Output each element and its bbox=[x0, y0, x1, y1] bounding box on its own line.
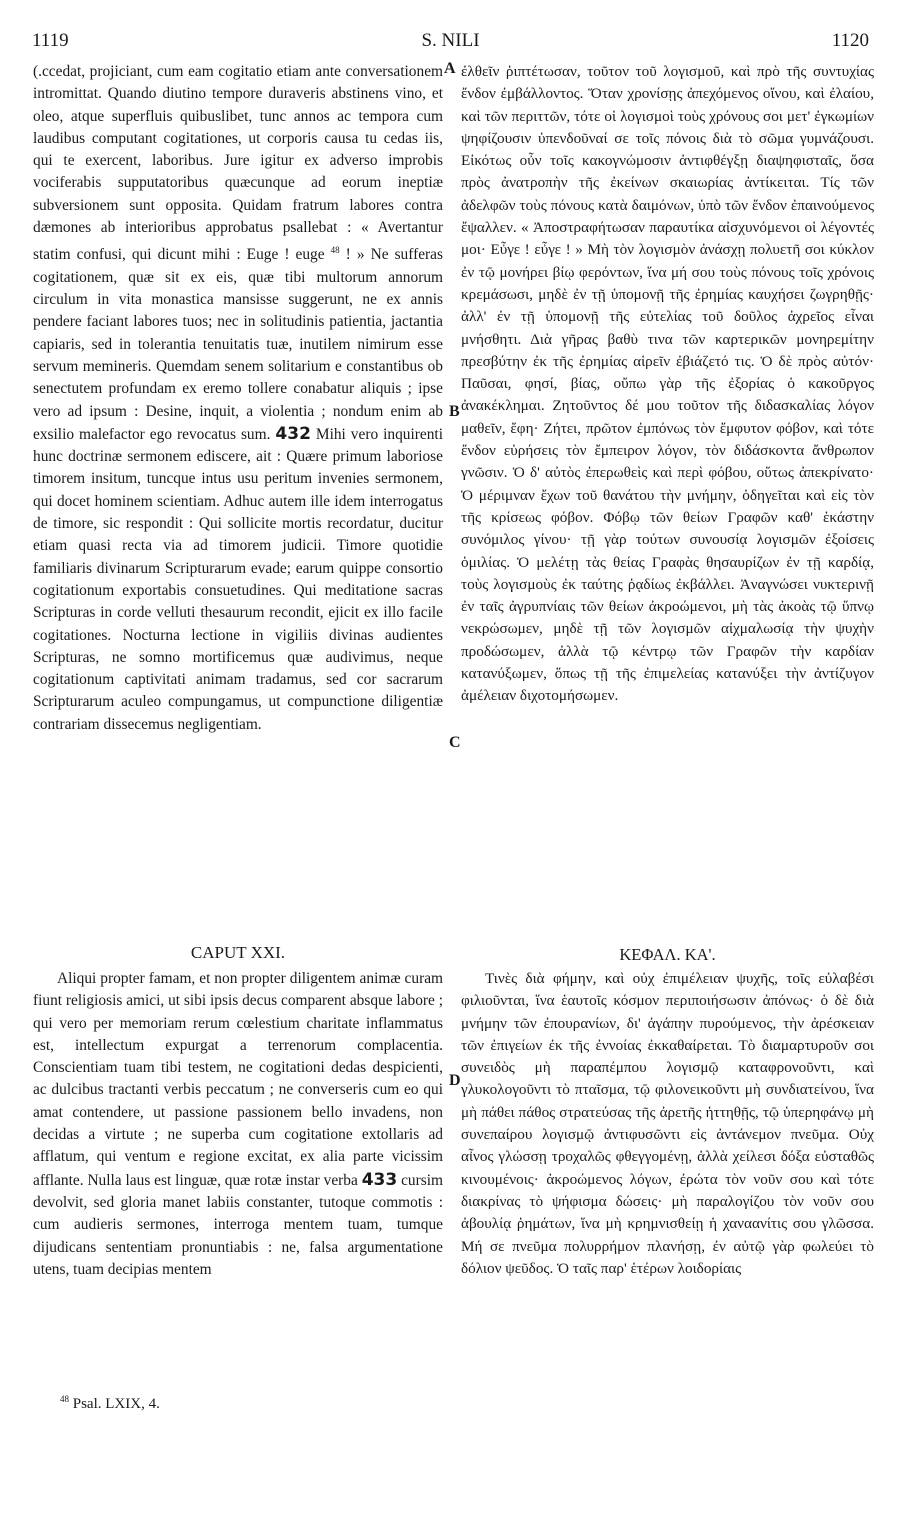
greek-chapter-heading: ΚΕΦΑΛ. ΚΑ'. bbox=[619, 945, 716, 964]
margin-marker-d: D bbox=[449, 1072, 461, 1089]
latin-column-chapter-20 bbox=[33, 61, 443, 736]
greek-column-chapter-21 bbox=[461, 968, 874, 1280]
latin-paragraph: Aliqui propter famam, et non propter diligentem animæ curam fiunt religiosis amici, ut sibi ipsis decus comparent absque labore ; qui vero per memoriam rerum cœlestium charitate inflammatus est, intellectum expurgat a terrenorum complacentia. Conscientiam tuam tibi testem, ne cogitationi dedas despicienti, ac dulcibus tractanti verbis peccatum ; ne converseris cum eo qui amat contendere, ut passione passionem bello invadens, non decidas a virtute ; ne superba cum cogitatione extollaris ad afflatum, qui ventum e regione excitat, ex alia parte vicissim afflante. Nulla laus est linguæ, quæ rotæ instar verba 433 cursim devolvit, sed gloria manet labiis constanter, tutoque commotis : cum audieris sermones, interroga mentem tuam, tumque dijudicans sententiam pronuntiabis : ne, falsa argumentatione utens, tuam decipias mentem bbox=[33, 970, 443, 1278]
margin-marker-b: B bbox=[449, 403, 460, 420]
right-page-number: 1120 bbox=[831, 30, 869, 51]
running-title: S. NILI bbox=[421, 30, 480, 51]
footnote bbox=[60, 1394, 160, 1413]
margin-marker-c: C bbox=[449, 734, 461, 751]
footnote-number: 48 bbox=[60, 1394, 69, 1404]
latin-chapter-heading: CAPUT XXI. bbox=[190, 943, 286, 962]
greek-paragraph: Τινὲς διὰ φήμην, καὶ οὐχ ἐπιμέλειαν ψυχῆς, τοῖς εὐλαβέσι φιλιοῦνται, ἵνα ἑαυτοῖς κόσμον περιποιήσωσιν ἀπόνως· ὁ δὲ διὰ μνήμην τῶν ἐπουρανίων, δι' ἀγάπην πυρούμενος, τὴν ἀρέσκειαν τῶν ἐπιγείων ἐκ τῆς ἐννοίας ἐκκαθαίρεται. Τὸ διαμαρτυροῦν σοι συνειδὸς μὴ παραπέμπου λογισμῷ καταφρονοῦντι, καὶ γλυκολογοῦντι τὸ πταῖσμα, τῷ φιλονεικοῦντι μὴ συνδιατείνου, ἵνα μὴ πάθει πάθος στρατεύσας τῆς ἀρετῆς ἡττηθῇς, τῷ ὑπερηφάνῳ μὴ συνεπαίρου λογισμῷ ἀντιφυσῶντι εἰς ἀντάνεμον πνεῦμα. Οὐχ αἶνος γλώσσῃ τροχαλῶς φθεγγομένῃ, ἀλλὰ χείλεσι δόξα εὐσταθῶς κινουμένοις· ἀκροώμενος λόγων, ἐρώτα τὸν νοῦν σου καὶ τότε διακρίνας τὸ ψήφισμα δώσεις· μὴ παραλογίζου τὸν νοῦν σου ἀβουλίᾳ ῥημάτων, ἵνα μὴ κρημνισθείῃ ἡ χαναανίτις σου γλῶσσα. Μή σε πνεῦμα πολυρρήμον πλανήσῃ, ἐν αὐτῷ γὰρ φωλεύει τὸ δόλιον ψεῦδος. Ὁ ταῖς παρ' ἑτέρων λοιδορίαις bbox=[461, 970, 874, 1277]
column-number: 433 bbox=[361, 1169, 398, 1190]
greek-column-chapter-20 bbox=[461, 61, 874, 708]
footnote-text: Psal. LXIX, 4. bbox=[69, 1396, 160, 1412]
margin-marker-a: A bbox=[444, 60, 456, 77]
left-page-number: 1119 bbox=[32, 30, 69, 51]
latin-column-chapter-21 bbox=[33, 968, 443, 1281]
greek-paragraph: ἐλθεῖν ῥιπτέτωσαν, τοῦτον τοῦ λογισμοῦ, καὶ πρὸ τῆς συντυχίας ἔνδον ἐμβάλλοντος. Ὅταν χρονίσῃς ἀπεχόμενος οἴνου, καὶ ἐλαίου, καὶ τῶν περιττῶν, τότε οἱ λογισμοὶ τοὺς χρόνους σοι μετ' ἐγκωμίων ψηφίζουσιν ὑπενδοῦναί σε τοῖς πόνοις διὰ τὸ σῶμα γυμνάζουσι. Εἰκότως οὖν τοῖς κακογνώμοσιν ἀντιφθέγξῃ διαψηφισταῖς, ὅσα πρὸς ἀνατροπὴν τῆς ἐκείνων σκαιωρίας ἀντίκειται. Τίς τῶν ἀδελφῶν τοὺς πόνους κατὰ δαιμόνων, ὑπὸ τῶν ἔνδον ἐπαινούμενος ἔψαλλεν. « Ἀποστραφήτωσαν παραυτίκα αἰσχυνόμενοι οἱ λέγοντές μοι· Εὖγε ! εὖγε ! » Μὴ τὸν λογισμὸν ἀνάσχῃ πολυετῆ σοι κύκλον ἐν τῷ μονήρει βίῳ φερόντων, ἵνα μή σου τοὺς πόνους τοῖς χρόνοις κρεμάσωσι, μηδὲ ἐν τῇ ὑπομονῇ τῆς ἐρημίας καυχήσει ζωγρηθῇς· ἀλλ' ἐν τῇ ὑπομονῇ τῆς εὐτελίας τοῦ δοῦλος ἀχρεῖος εἶναι μνήσθητι. Διὰ γῆρας βαθὺ τινα τῶν καρτερικῶν μονηρεμίτην πρεσβύτην ἐκ τῆς ἐρημίας αἱρεῖν ἐβιάζετό τις. Ὁ δὲ πρὸς αὐτόν· Παῦσαι, φησί, βίας, οὔπω γὰρ τῆς ἐξορίας ὁ κακοῦργος ἀνακέκλημαι. Ζητοῦντος δέ μου τοῦτον τῆς διδασκαλίας λόγον μαθεῖν, ἔφη· Ζήτει, πρῶτον ἐμπόνως τὸν ἔμφυτον φόβον, καὶ τότε ἔνδον εὑρήσεις τὸν ἔμπειρον λόγον, τὸν διδάσκοντα ἄνθρωπον γνῶσιν. Ὁ δ' αὐτὸς ἐπερωθεὶς καὶ περὶ φόβου, οὕτως ἀπεκρίνατο· Ὁ μέριμναν ἔχων τοῦ θανάτου τὴν μνήμην, ὁδηγεῖται καὶ εἰς τὸν τῆς κρίσεως φόβον. Φόβῳ τῶν θείων Γραφῶν καθ' ἑκάστην συνόμιλος γίνου· τῇ γὰρ τούτων συνουσίᾳ λογισμῶν ἐξοίσεις ὁμιλίας. Ὁ μελέτῃ τὰς θείας Γραφὰς θησαυρίζων ἐν τῇ καρδίᾳ, τοὺς λογισμοὺς ἐκ ταύτης ῥᾳδίως ἐκβάλλει. Ἀναγνώσει νυκτερινῇ ἐν ταῖς ἀγρυπνίαις τῶν θείων ἀκροώμενοι, μὴ τὰς ἀκοὰς τῷ ὕπνῳ νεκρώσωμεν, μηδὲ τῇ τῶν λογισμῶν αἰχμαλωσίᾳ τὴν ψυχὴν προδώσωμεν, ἀλλὰ τῷ κέντρῳ τῶν Γραφῶν τὴν καρδίαν κατανύξωμεν, ὅπως τῇ τῆς ἐπιμελείας κατανύξει τὴν ἀντίζυγον ἀμέλειαν διχοτομήσωμεν. bbox=[461, 63, 874, 705]
latin-paragraph: (.ccedat, projiciant, cum eam cogitatio etiam ante conversationem intromittat. Quando diutino tempore duraveris abstinens vino, et oleo, atque superfluis quibuslibet, tunc annos ac tempora cum laudibus computant cogitationes, ut corporis causa tu cedas iis, qui te exercent, laboribus. Jure igitur ex adverso improbis vociferabis supputatoribus quæcunque ad eorum ineptiæ subversionem sunt opposita. Quidam fratrum labores contra dæmones ab interioribus approbatus psallebat : « Avertantur statim confusi, qui dicunt mihi : Euge ! euge $^{48}$ ! » Ne sufferas cogitationem, quæ sit ex eis, quæ tibi multorum annorum circulum in vita monastica mansisse suggerunt, ne ex annis pendere faciant labores tuos; nec in solitudinis patientia, jactantia capiaris, sed in tolerantia tenuitatis tuæ, inutilem nimirum esse servum memineris. Quemdam senem solitarium e constantibus ob senectutem profundam ex eremo tollere conabatur aliquis ; ipse vero ad ipsum : Desine, inquit, a violentia ; nondum enim ab exsilio malefactor ego revocatus sum. 432 Mihi vero inquirenti hunc doctrinæ sermonem ediscere, ait : Quære primum laboriose timorem insitum, tuncque intus usu peritum invenies sermonem, qui docet hominem scientiam. Adhuc autem ille idem interrogatus de timore, sic respondit : Qui sollicite mortis recordatur, ducitur etiam quasi recta via ad timorem judicii. Timore quotidie familiaris divinarum Scripturarum evade; earum quippe consortio cogitationum exportabis consuetudines. Qui meditatione sacras Scripturas in corde velluti thesaurum recondit, ejicit ex illo facile cogitationes. Nocturna lectione in vigiliis divinas audientes Scripturas, ne somno mortificemus quæ audivimus, neque cogitationum captivitati animam tradamus, sed cor sacrarum Scripturarum aculeo compungamus, ut compunctione diligentiæ contrariam dissecemus negligentiam. bbox=[33, 63, 444, 733]
page-header bbox=[32, 30, 869, 58]
column-number: 432 bbox=[275, 423, 311, 444]
footnote-ref: 48 bbox=[330, 245, 340, 256]
